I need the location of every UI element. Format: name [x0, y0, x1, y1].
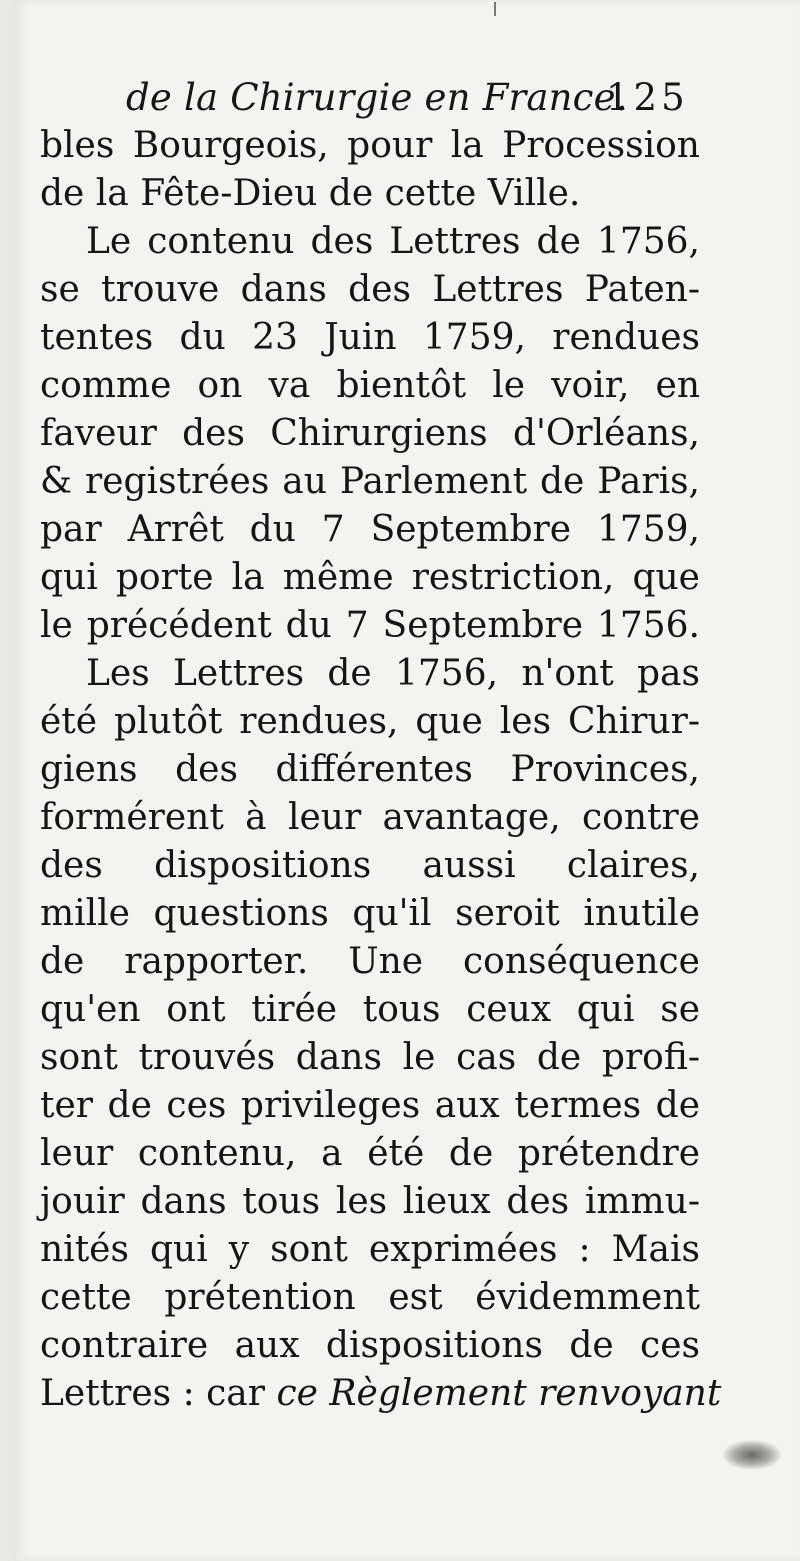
page-number: 125: [606, 76, 689, 119]
text-line: des dispositions aussi claires,: [40, 845, 700, 886]
text-line: faveur des Chirurgiens d'Orléans,: [40, 413, 700, 454]
text-line: giens des différentes Provinces,: [40, 749, 700, 790]
text-line: été plutôt rendues, que les Chirur-: [40, 701, 700, 742]
text-line: formérent à leur avantage, contre: [40, 797, 700, 838]
text-line: de la Fête-Dieu de cette Ville.: [40, 173, 581, 214]
text-line: sont trouvés dans le cas de profi-: [40, 1037, 700, 1078]
text-line: Les Lettres de 1756, n'ont pas: [86, 653, 700, 694]
text-line: qui porte la même restriction, que: [40, 557, 700, 598]
ink-smudge: [722, 1440, 782, 1470]
running-title: de la Chirurgie en France.: [126, 76, 628, 119]
text-line: qu'en ont tirée tous ceux qui se: [40, 989, 700, 1030]
text-line-last: [40, 1373, 722, 1421]
text-line: ter de ces privileges aux termes de: [40, 1085, 700, 1126]
text-line: comme on va bientôt le voir, en: [40, 365, 700, 406]
text-line: Le contenu des Lettres de 1756,: [86, 221, 700, 262]
text-line: de rapporter. Une conséquence: [40, 941, 700, 982]
text-line: par Arrêt du 7 Septembre 1759,: [40, 509, 700, 550]
text-line: jouir dans tous les lieux des immu-: [40, 1181, 700, 1222]
text-line: leur contenu, a été de prétendre: [40, 1133, 700, 1174]
text-line: nités qui y sont exprimées : Mais: [40, 1229, 700, 1270]
text-line: le précédent du 7 Septembre 1756.: [40, 605, 700, 646]
text-line: se trouve dans des Lettres Paten-: [40, 269, 700, 310]
text-line: bles Bourgeois, pour la Procession: [40, 125, 700, 166]
page-header: [14, 70, 800, 130]
text-line: mille questions qu'il seroit inutile: [40, 893, 700, 934]
last-line-italic: ce Règlement renvoyant: [276, 1373, 722, 1414]
last-line-roman: Lettres : car: [40, 1373, 277, 1414]
text-line: & registrées au Parlement de Paris,: [40, 461, 700, 502]
text-line: cette prétention est évidemment: [40, 1277, 700, 1318]
text-line: tentes du 23 Juin 1759, rendues: [40, 317, 700, 358]
text-line: contraire aux dispositions de ces: [40, 1325, 700, 1366]
book-page: [14, 0, 800, 1561]
paper-blemish: [494, 2, 496, 16]
